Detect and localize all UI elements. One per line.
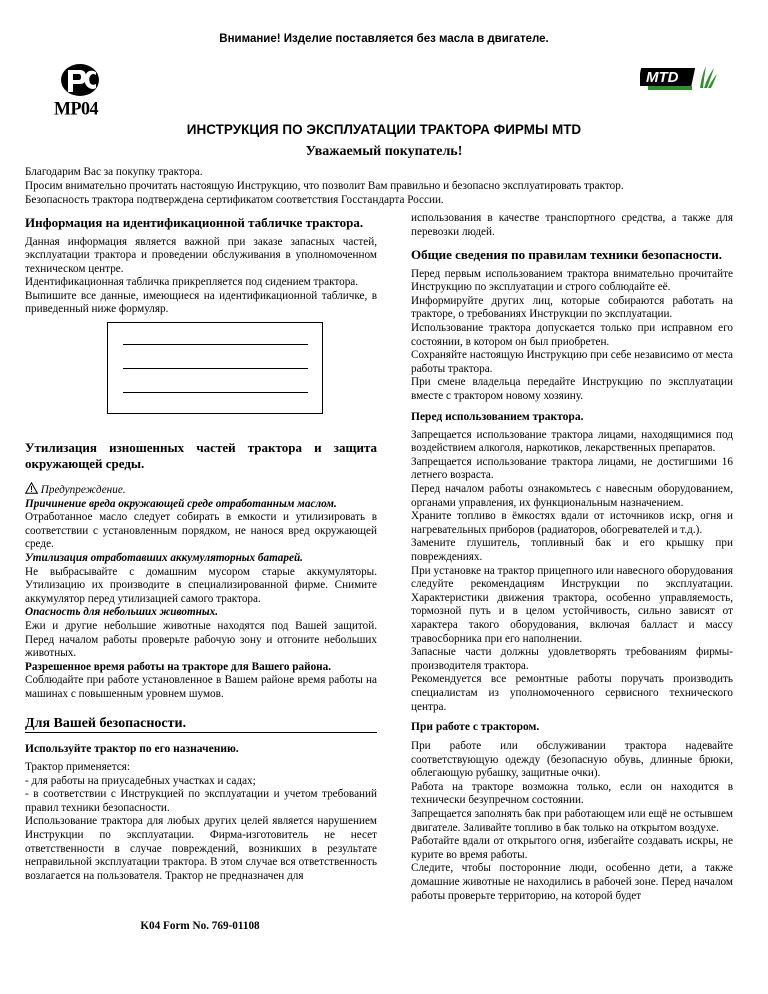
intro-line: Безопасность трактора подтверждена сертификатом соответствия Госстандарта России. — [25, 194, 444, 206]
before-paragraph: Перед началом работы ознакомьтесь с навесным оборудованием, органами управления, их функциональным назначением. — [411, 483, 733, 509]
page-title: ИНСТРУКЦИЯ ПО ЭКСПЛУАТАЦИИ ТРАКТОРА ФИРМЫ MTD — [186, 122, 582, 137]
greeting: Уважаемый покупатель! — [305, 144, 463, 159]
form-line — [123, 368, 308, 369]
work-paragraph: Работайте вдали от открытого огня, избегайте создавать искры, не курите во время работы. — [411, 835, 733, 861]
before-paragraph: Запрещается использование трактора лицами, не достигшими 16 летнего возраста. — [411, 455, 733, 482]
general-safety-heading: Общие сведения по правилам техники безопасности. — [411, 247, 722, 263]
id-plate-form — [107, 322, 323, 414]
general-paragraph: При смене владельца передайте Инструкцию по эксплуатации вместе с трактором новому хозяину. — [411, 376, 733, 403]
id-plate-paragraph: Данная информация является важной при заказе запасных частей, эксплуатации трактора и проведении обслуживания в уполномоченном техническом центре. — [25, 235, 377, 275]
warning-triangle-icon — [25, 482, 38, 494]
work-time-text: Соблюдайте при работе установленное в Вашем районе время работы на машинах с повышенным уровнем шумов. — [25, 674, 377, 700]
safety-heading: Для Вашей безопасности. — [25, 715, 187, 731]
general-paragraph: Перед первым использованием трактора внимательно прочитайте Инструкцию по эксплуатации и строго соблюдайте её. — [411, 267, 733, 294]
purpose-line: - для работы на приусадебных участках и садах; — [25, 774, 256, 787]
oil-text: Отработанное масло следует собирать в емкости и утилизировать в соответствии с установленным порядком, не нанося вред окружающей среде. — [25, 511, 377, 551]
before-paragraph: Замените глушитель, топливный бак и его крышку при повреждениях. — [411, 537, 733, 563]
working-heading: При работе с трактором. — [411, 721, 540, 734]
certification-code: MP04 — [54, 97, 98, 119]
work-time-heading: Разрешенное время работы на тракторе для Вашего района. — [25, 660, 331, 673]
work-paragraph: Работа на тракторе возможна только, если он находится в технически безупречном состоянии. — [411, 780, 733, 807]
form-number: K04 Form No. 769-01108 — [140, 920, 260, 932]
warning-line — [25, 482, 377, 498]
purpose-heading: Используйте трактор по его назначению. — [25, 743, 239, 756]
id-plate-paragraph: Идентификационная табличка прикрепляется под сидением трактора. — [25, 276, 359, 289]
general-paragraph: Использование трактора допускается только при исправном его состоянии, в котором он был приобретен. — [411, 322, 733, 348]
before-paragraph: Рекомендуется все ремонтные работы поручать производить специалистам из уполномоченного сервисного технического центра. — [411, 673, 733, 713]
intro-line: Просим внимательно прочитать настоящую Инструкцию, что позволит Вам правильно и безопасно эксплуатировать трактор. — [25, 180, 624, 192]
left-column — [25, 213, 377, 883]
rst-certification-logo — [58, 62, 102, 102]
general-paragraph: Информируйте других лиц, которые собираются работать на тракторе, о требованиях Инструкции по эксплуатации. — [411, 294, 733, 321]
before-use-heading: Перед использованием трактора. — [411, 410, 584, 423]
before-paragraph: Запасные части должны удовлетворять требованиям фирмы-производителя трактора. — [411, 646, 733, 672]
continuation-text: использования в качестве транспортного средства, а также для перевозки людей. — [411, 212, 733, 238]
disposal-heading: Утилизация изношенных частей трактора и защита окружающей среды. — [25, 440, 377, 471]
before-paragraph: Запрещается использование трактора лицами, находящимися под воздействием алкоголя, наркотиков, лекарственных препаратов. — [411, 428, 733, 455]
mtd-logo — [640, 64, 718, 92]
warning-label: Предупреждение. — [40, 484, 126, 497]
before-paragraph: При установке на трактор прицепного или навесного оборудования следуйте рекомендациям Инструкции по эксплуатации. Характеристики движения трактора, особенно управляемость, тормозной путь и в целом устойчивость, сильно зависят от характера такого оборудования, включая балласт и массу травосборника при его наполнении. — [411, 564, 733, 645]
intro — [25, 165, 745, 207]
top-warning: Внимание! Изделие поставляется без масла в двигателе. — [219, 33, 549, 45]
animals-heading: Опасность для небольших животных. — [25, 606, 219, 619]
mtd-logo-text: MTD — [646, 69, 679, 86]
right-column — [411, 212, 733, 903]
work-paragraph: Следите, чтобы посторонние люди, особенно дети, а также домашние животные не находились в рабочей зоне. Перед началом работы проверьте территорию, на которой будет — [411, 862, 733, 902]
work-paragraph: Запрещается заполнять бак при работающем или ещё не остывшем двигателе. Заливайте топливо в бак только на открытом воздухе. — [411, 808, 733, 834]
battery-heading: Утилизация отработавших аккумуляторных батарей. — [25, 552, 303, 565]
intro-line: Благодарим Вас за покупку трактора. — [25, 166, 203, 178]
form-line — [123, 392, 308, 393]
purpose-line: - в соответствии с Инструкцией по эксплуатации и учетом требований правил техники безопасности. — [25, 788, 377, 814]
id-plate-paragraph: Выпишите все данные, имеющиеся на идентификационной табличке, в приведенный ниже формуляр. — [25, 289, 377, 316]
animals-text: Ежи и другие небольшие животные находятся под Вашей защитой. Перед началом работы проверьте рабочую зону и отгоните небольших животных. — [25, 620, 377, 660]
battery-text: Не выбрасывайте с домашним мусором старые аккумуляторы. Утилизацию их производите в специализированной фирме. Снимите аккумулятор перед утилизацией самого трактора. — [25, 565, 377, 605]
form-line — [123, 344, 308, 345]
purpose-line: Трактор применяется: — [25, 761, 130, 774]
oil-heading: Причинение вреда окружающей среде отработанным маслом. — [25, 497, 337, 510]
purpose-line: Использование трактора для любых других целей является нарушением Инструкции по эксплуатации. Фирма-изготовитель не несет ответственности в случае повреждений, возникших в результате неправильной эксплуатации трактора. В этом случае вся ответственность возлагается на пользователя. Трактор не предназначен для — [25, 815, 377, 882]
work-paragraph: При работе или обслуживании трактора надевайте соответствующую одежду (безопасную обувь, длинные брюки, облегающую рубашку, защитные очки). — [411, 740, 733, 780]
id-plate-heading: Информация на идентификационной табличке трактора. — [25, 215, 364, 230]
before-paragraph: Храните топливо в ёмкостях вдали от источников искр, огня и нагревательных приборов (радиаторов, обогревателей и т.д.). — [411, 510, 733, 536]
general-paragraph: Сохраняйте настоящую Инструкцию при себе независимо от места работы трактора. — [411, 349, 733, 375]
